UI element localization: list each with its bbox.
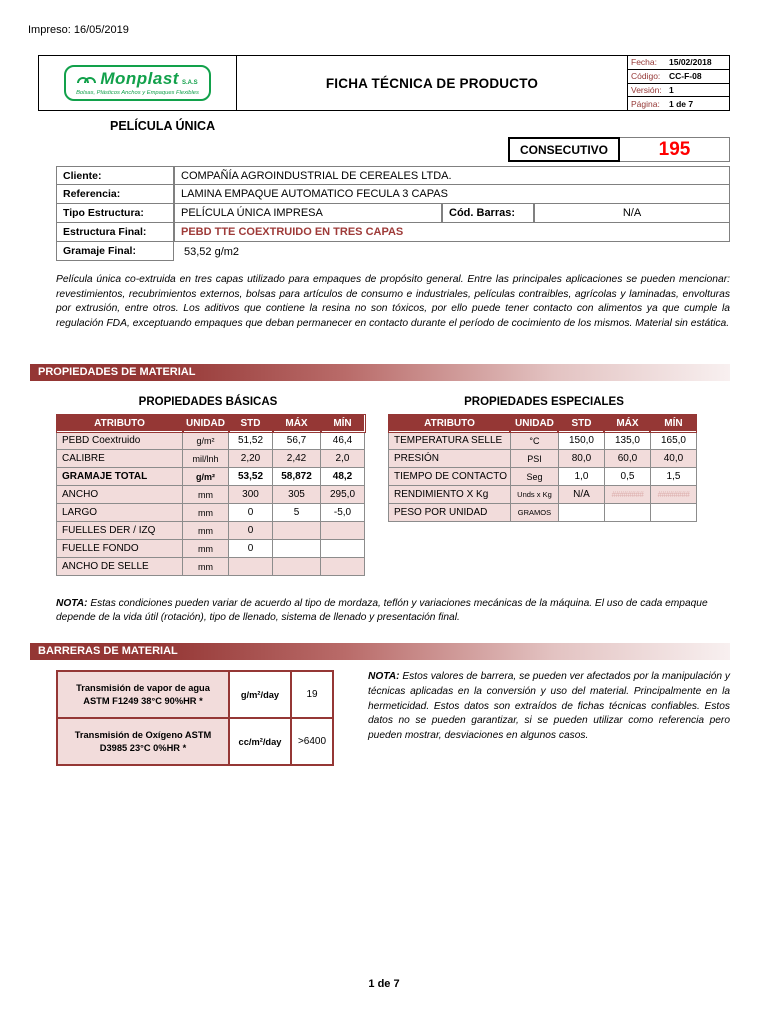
logo-suffix: S.A.S [181,80,198,86]
cell-unidad: g/m² [183,432,229,450]
table-row [57,468,365,486]
cell-unidad: mil/lnh [183,450,229,468]
meta-label: Fecha: [631,57,657,68]
table-row [389,432,697,450]
cell-unidad: Seg [510,468,558,486]
cell-min: 165,0 [650,432,696,450]
logo-cell [39,56,237,110]
cell-std [558,504,604,522]
column-header-atributo: ATRIBUTO [389,415,511,432]
logo-name: Monplast [100,69,179,88]
cell-atributo: ANCHO [57,486,183,504]
cell-unidad: mm [183,486,229,504]
tipo-estructura-value: PELÍCULA ÚNICA IMPRESA [174,204,442,223]
cell-min: -5,0 [321,504,365,522]
cell-min: 2,0 [321,450,365,468]
cell-atributo: FUELLE FONDO [57,540,183,558]
cell-unidad: GRAMOS [510,504,558,522]
table-row [57,450,365,468]
column-header-unidad: UNIDAD [510,415,558,432]
consecutivo-box [508,137,730,162]
cell-min: 46,4 [321,432,365,450]
cell-std: 300 [229,486,273,504]
product-description: Película única co-extruida en tres capas utilizado para empaques de propósito general. Entre las principales aplicaciones se pueden mencionar: revestimientos, recubrimientos externos, bolsas para artículos de consumo e industriales, películas contraibles, agrícolas y laminadas, envolturas por extrusión, entre otros. Los aditivos que contiene la resina no son tóxicos, por ello puede tener contacto con alimentos ya que cumple la regulación FDA, exceptuando empaques que deban permanecer en contacto durante el período de cocimiento de los mismos. Material sin estática. [56,274,730,329]
column-header-std: STD [558,415,604,432]
cod-barras-label: Cód. Barras: [442,204,534,223]
table-row [57,504,365,522]
cell-unidad: °C [510,432,558,450]
cell-max: 60,0 [604,450,650,468]
cell-barrier-test: Transmisión de vapor de agua ASTM F1249 38°C 90%HR * [57,671,229,718]
printed-date-label: Impreso: 16/05/2019 [28,24,129,36]
meta-row-version [628,84,729,98]
consecutivo-label: CONSECUTIVO [508,137,620,162]
cell-unidad: g/m² [183,468,229,486]
cell-max: ######## [604,486,650,504]
cell-atributo: TEMPERATURA SELLE [389,432,511,450]
cell-min [321,540,365,558]
cell-max [604,504,650,522]
meta-row-fecha [628,56,729,70]
cell-std: 53,52 [229,468,273,486]
cod-barras-value: N/A [534,204,730,223]
table-row [57,558,365,576]
cell-min: 295,0 [321,486,365,504]
table-row [57,671,333,718]
properties-note [56,597,730,626]
note-text: Estas condiciones pueden variar de acuerdo al tipo de mordaza, teflón y variaciones mecánicas de la máquina. El uso de cada empaque depende de la vida útil (rotación), tipo de llenado, sistema de llenado y presentación final. [56,598,708,624]
section-header-barreras: BARRERAS DE MATERIAL [30,643,730,660]
column-header-max: MÁX [604,415,650,432]
cell-min: 40,0 [650,450,696,468]
table-row [389,468,697,486]
logo-tagline: Bolsas, Plásticos Anchos y Empaques Flexibles [76,90,199,96]
meta-value: 1 de 7 [669,98,694,109]
cell-min [321,522,365,540]
cell-barrier-value: >6400 [291,718,333,765]
cell-max [273,558,321,576]
column-header-min: MÍN [321,415,365,432]
meta-value: CC-F-08 [669,71,702,82]
cell-atributo: ANCHO DE SELLE [57,558,183,576]
row-tipo-estructura [56,204,730,223]
row-gramaje-final [56,242,730,261]
basic-properties-table [56,414,365,576]
consecutivo-number: 195 [620,137,730,162]
column-header-atributo: ATRIBUTO [57,415,183,432]
cell-max: 56,7 [273,432,321,450]
note-label: NOTA: [368,671,400,682]
table-row [57,432,365,450]
table-row [57,522,365,540]
meta-label: Versión: [631,84,662,95]
cell-atributo: TIEMPO DE CONTACTO [389,468,511,486]
cell-atributo: FUELLES DER / IZQ [57,522,183,540]
cell-std: 0 [229,504,273,522]
cell-barrier-unit: g/m²/day [229,671,291,718]
estructura-final-label: Estructura Final: [56,223,174,242]
cell-std: 80,0 [558,450,604,468]
cell-barrier-value: 19 [291,671,333,718]
product-type-title: PELÍCULA ÚNICA [110,119,216,133]
meta-row-pagina [628,97,729,110]
estructura-final-value: PEBD TTE COEXTRUIDO EN TRES CAPAS [174,223,730,242]
table-header-row [389,415,697,432]
cell-unidad: PSI [510,450,558,468]
table-row [57,718,333,765]
table-row [389,504,697,522]
meta-value: 1 [669,84,674,95]
barrier-table [56,670,334,766]
table-row [57,540,365,558]
cell-unidad: mm [183,522,229,540]
meta-value: 15/02/2018 [669,57,712,68]
special-properties-title: PROPIEDADES ESPECIALES [464,396,624,408]
cell-std: 2,20 [229,450,273,468]
meta-label: Código: [631,71,661,82]
cell-max: 2,42 [273,450,321,468]
basic-properties-title: PROPIEDADES BÁSICAS [138,396,278,408]
cell-max: 58,872 [273,468,321,486]
cell-min: 1,5 [650,468,696,486]
cell-unidad: mm [183,558,229,576]
cell-min [650,504,696,522]
note-text: Estos valores de barrera, se pueden ver afectados por la manipulación y técnicas aplicadas en la conversión y uso del material. Principalmente en la hermeticidad. Estos datos son extraídos de fichas técnicas confiables. Estos datos no se pueden garantizar, si se pueden utilizar como referencia pero pueden mostrar, desviaciones en algunos casos. [368,671,730,742]
gramaje-final-value: 53,52 g/m2 [184,245,240,258]
cell-unidad: mm [183,540,229,558]
barrier-note [368,670,730,744]
cell-std: N/A [558,486,604,504]
header-meta-box [627,56,729,110]
cell-max: 5 [273,504,321,522]
note-label: NOTA: [56,598,88,609]
column-header-unidad: UNIDAD [183,415,229,432]
section-header-propiedades: PROPIEDADES DE MATERIAL [30,364,730,381]
row-estructura-final [56,223,730,242]
tipo-estructura-label: Tipo Estructura: [56,204,174,223]
cell-std: 51,52 [229,432,273,450]
cell-atributo: RENDIMIENTO X Kg [389,486,511,504]
company-logo [64,65,211,101]
table-row [57,486,365,504]
cliente-label: Cliente: [56,166,174,185]
table-row [389,486,697,504]
cell-std [229,558,273,576]
cell-atributo: LARGO [57,504,183,522]
cell-max: 305 [273,486,321,504]
gramaje-final-label: Gramaje Final: [56,242,174,261]
column-header-max: MÁX [273,415,321,432]
cell-std: 1,0 [558,468,604,486]
cell-std: 150,0 [558,432,604,450]
cell-min: 48,2 [321,468,365,486]
cell-atributo: CALIBRE [57,450,183,468]
cell-max [273,522,321,540]
cell-unidad: mm [183,504,229,522]
column-header-min: MÍN [650,415,696,432]
special-properties-table [388,414,697,522]
table-header-row [57,415,365,432]
cell-max: 135,0 [604,432,650,450]
cell-unidad: Unds x Kg [510,486,558,504]
row-referencia [56,185,730,204]
cell-barrier-unit: cc/m²/day [229,718,291,765]
cell-min: ######## [650,486,696,504]
cell-std: 0 [229,540,273,558]
cliente-value: COMPAÑÍA AGROINDUSTRIAL DE CEREALES LTDA. [174,166,730,185]
cell-atributo: PEBD Coextruido [57,432,183,450]
cell-min [321,558,365,576]
page-number-footer: 1 de 7 [368,978,400,990]
row-cliente [56,166,730,185]
cell-atributo: PRESIÓN [389,450,511,468]
cell-barrier-test: Transmisión de Oxígeno ASTM D3985 23°C 0%HR * [57,718,229,765]
cell-std: 0 [229,522,273,540]
cell-max: 0,5 [604,468,650,486]
cell-atributo: PESO POR UNIDAD [389,504,511,522]
logo-mark-icon [77,71,97,89]
table-row [389,450,697,468]
cell-max [273,540,321,558]
meta-label: Página: [631,98,660,109]
referencia-value: LAMINA EMPAQUE AUTOMATICO FECULA 3 CAPAS [174,185,730,204]
client-info-table [56,166,730,261]
column-header-std: STD [229,415,273,432]
cell-atributo: GRAMAJE TOTAL [57,468,183,486]
referencia-label: Referencia: [56,185,174,204]
header [38,55,730,111]
meta-row-codigo [628,70,729,84]
document-title: FICHA TÉCNICA DE PRODUCTO [325,75,539,91]
